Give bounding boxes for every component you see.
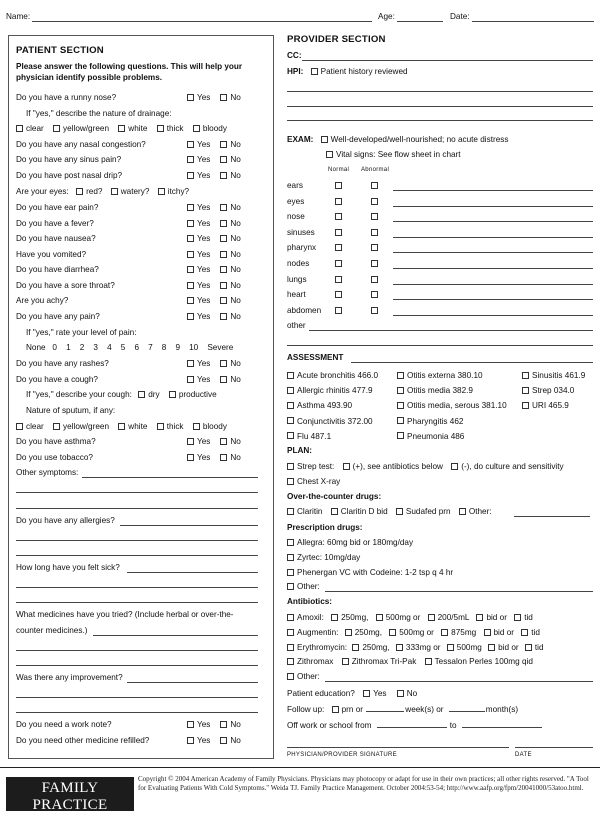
no-checkbox[interactable]	[220, 94, 227, 101]
q-improvement: Was there any improvement?	[16, 673, 123, 682]
assessment-title: ASSESSMENT	[287, 353, 344, 362]
exam-item-0-label: ears	[287, 181, 303, 190]
yes-no-achy: Yes No	[187, 296, 241, 305]
sputum-thick-checkbox[interactable]	[157, 423, 164, 430]
assessment-checkbox[interactable]	[397, 402, 404, 409]
assessment-checkbox[interactable]	[522, 372, 529, 379]
erythromycin-tid-checkbox[interactable]	[525, 644, 532, 651]
augmentin-tid-checkbox[interactable]	[521, 629, 528, 636]
drainage-white-checkbox[interactable]	[118, 125, 125, 132]
amoxil-tid-checkbox[interactable]	[514, 614, 521, 621]
date-label: Date:	[450, 12, 470, 21]
yes-no-rashes: Yes No	[187, 359, 241, 368]
assessment-option: Asthma 493.90	[287, 401, 352, 410]
antibiotics-title: Antibiotics:	[287, 597, 333, 606]
signature-date-line[interactable]	[515, 747, 593, 748]
yes-no-runny-nose: Yes No	[187, 93, 241, 102]
yes-checkbox[interactable]	[187, 266, 194, 273]
offwork-row: Off work or school from to	[287, 721, 542, 730]
exam-5-abnormal-checkbox[interactable]	[371, 260, 378, 267]
augmentin-875-checkbox[interactable]	[441, 629, 448, 636]
q-other-symptoms: Other symptoms:	[16, 468, 79, 477]
hpi-row: HPI: Patient history reviewed	[287, 67, 408, 76]
assessment-checkbox[interactable]	[287, 402, 294, 409]
assessment-option: Otitis externa 380.10	[397, 371, 483, 380]
exam-item-1-label: eyes	[287, 196, 305, 206]
yes-checkbox[interactable]	[187, 313, 194, 320]
assessment-option: Conjunctivitis 372.00	[287, 417, 373, 426]
q-medicines-line1: What medicines have you tried? (Include herbal or over-the-	[16, 610, 234, 619]
age-field[interactable]	[397, 21, 443, 22]
rx-other-checkbox[interactable]	[287, 583, 294, 590]
sputum-white-checkbox[interactable]	[118, 423, 125, 430]
no-checkbox[interactable]	[220, 438, 227, 445]
sputum-yellow-checkbox[interactable]	[53, 423, 60, 430]
exam-5-normal-checkbox[interactable]	[335, 260, 342, 267]
erythromycin-250-checkbox[interactable]	[352, 644, 359, 651]
exam-4-normal-checkbox[interactable]	[335, 244, 342, 251]
exam-3-notes-line[interactable]	[393, 237, 593, 238]
claritin-checkbox[interactable]	[287, 508, 294, 515]
answer-line[interactable]	[16, 697, 258, 698]
yes-checkbox[interactable]	[187, 376, 194, 383]
q-eyes: Are your eyes: red? watery? itchy?	[16, 187, 190, 196]
chest-xray-row: Chest X-ray	[287, 477, 340, 486]
assessment-option: Allergic rhinitis 477.9	[287, 386, 373, 395]
q-cough-desc: If "yes," describe your cough: dry productive	[26, 390, 217, 399]
assessment-option: Otitis media, serous 381.10	[397, 401, 507, 410]
assessment-checkbox[interactable]	[287, 387, 294, 394]
strep-test-row: Strep test: (+), see antibiotics below (-), do culture and sensitivity	[287, 462, 564, 471]
yes-no-refill: Yes No	[187, 736, 241, 745]
q-achy: Are you achy?	[16, 296, 69, 305]
exam-item-7-label: heart	[287, 290, 306, 300]
exam-2-abnormal-checkbox[interactable]	[371, 213, 378, 220]
assessment-checkbox[interactable]	[397, 372, 404, 379]
answer-line[interactable]	[82, 477, 258, 478]
erythromycin-bid-checkbox[interactable]	[488, 644, 495, 651]
no-checkbox[interactable]	[220, 297, 227, 304]
yes-checkbox[interactable]	[187, 282, 194, 289]
augmentin-500-checkbox[interactable]	[389, 629, 396, 636]
assessment-checkbox[interactable]	[522, 402, 529, 409]
yes-no-nausea: Yes No	[187, 234, 241, 243]
yes-no-postnasal: Yes No	[187, 171, 241, 180]
followup-row: Follow up: prn or week(s) or month(s)	[287, 705, 519, 714]
amoxil-250-checkbox[interactable]	[331, 614, 338, 621]
education-no-checkbox[interactable]	[397, 690, 404, 697]
hpi-line[interactable]	[287, 106, 593, 107]
exam-vitals-row: Vital signs: See flow sheet in chart	[326, 150, 461, 159]
yes-checkbox[interactable]	[187, 204, 194, 211]
eyes-itchy-checkbox[interactable]	[158, 188, 165, 195]
rx-zyrtec-row: Zyrtec: 10mg/day	[287, 553, 360, 562]
no-checkbox[interactable]	[220, 220, 227, 227]
exam-1-normal-checkbox[interactable]	[335, 198, 342, 205]
answer-line[interactable]	[16, 540, 258, 541]
no-checkbox[interactable]	[220, 360, 227, 367]
otc-title: Over-the-counter drugs:	[287, 492, 382, 501]
date-field[interactable]	[472, 21, 594, 22]
q-pain: Do you have any pain?	[16, 312, 100, 321]
q-ear: Do you have ear pain?	[16, 203, 99, 212]
yes-checkbox[interactable]	[187, 438, 194, 445]
drainage-clear-checkbox[interactable]	[16, 125, 23, 132]
exam-0-abnormal-checkbox[interactable]	[371, 182, 378, 189]
assessment-checkbox[interactable]	[522, 387, 529, 394]
yes-checkbox[interactable]	[187, 172, 194, 179]
yes-checkbox[interactable]	[187, 94, 194, 101]
eyes-watery-checkbox[interactable]	[111, 188, 118, 195]
exam-item-8-label: abdomen	[287, 305, 322, 315]
amoxil-bid-checkbox[interactable]	[476, 614, 483, 621]
exam-item-3-label: sinuses	[287, 227, 315, 237]
drainage-thick-checkbox[interactable]	[157, 125, 164, 132]
yes-no-ear: Yes No	[187, 203, 241, 212]
strep-test-checkbox[interactable]	[287, 463, 294, 470]
sputum-clear-checkbox[interactable]	[16, 423, 23, 430]
answer-line[interactable]	[16, 492, 258, 493]
yes-no-nasal: Yes No	[187, 140, 241, 149]
no-checkbox[interactable]	[220, 266, 227, 273]
augmentin-bid-checkbox[interactable]	[484, 629, 491, 636]
q-runny-nose: Do you have a runny nose?	[16, 93, 117, 102]
signature-line[interactable]	[287, 747, 509, 748]
assessment-checkbox[interactable]	[287, 432, 294, 439]
yes-checkbox[interactable]	[187, 297, 194, 304]
augmentin-checkbox[interactable]	[287, 629, 294, 636]
q-drainage: If "yes," describe the nature of drainage:	[26, 109, 172, 118]
exam-7-abnormal-checkbox[interactable]	[371, 291, 378, 298]
answer-line[interactable]	[16, 665, 258, 666]
q-medicines-line2: counter medicines.)	[16, 626, 88, 635]
cough-productive-checkbox[interactable]	[169, 391, 176, 398]
exam-5-notes-line[interactable]	[393, 268, 593, 269]
no-checkbox[interactable]	[220, 454, 227, 461]
exam-0-notes-line[interactable]	[393, 190, 593, 191]
exam-item-4-label: pharynx	[287, 243, 317, 253]
q-diarrhea: Do you have diarrhea?	[16, 265, 99, 274]
q-pain-rate: If "yes," rate your level of pain:	[26, 328, 137, 337]
education-row: Patient education? Yes No	[287, 689, 418, 698]
abx-other-checkbox[interactable]	[287, 673, 294, 680]
strep-negative-checkbox[interactable]	[451, 463, 458, 470]
q-vomited: Have you vomited?	[16, 250, 87, 259]
yes-checkbox[interactable]	[187, 360, 194, 367]
cc-label: CC:	[287, 51, 302, 60]
exam-item-2-label: nose	[287, 212, 305, 222]
no-checkbox[interactable]	[220, 721, 227, 728]
answer-line[interactable]	[16, 555, 258, 556]
zyrtec-checkbox[interactable]	[287, 554, 294, 561]
sputum-options: clear yellow/green white thick bloody	[16, 422, 227, 431]
q-throat: Do you have a sore throat?	[16, 281, 115, 290]
provider-section-title: PROVIDER SECTION	[287, 34, 386, 45]
answer-line[interactable]	[127, 682, 258, 683]
yes-no-fever: Yes No	[187, 219, 241, 228]
assessment-option: Acute bronchitis 466.0	[287, 371, 378, 380]
yes-no-sinus: Yes No	[187, 155, 241, 164]
abnormal-header: Abnormal	[361, 167, 390, 173]
yes-no-work-note: Yes No	[187, 720, 241, 729]
exam-vitals-checkbox[interactable]	[326, 151, 333, 158]
q-tobacco: Do you use tobacco?	[16, 453, 93, 462]
erythromycin-333-checkbox[interactable]	[396, 644, 403, 651]
q-asthma: Do you have asthma?	[16, 437, 96, 446]
augmentin-row: Augmentin: 250mg, 500mg or 875mg bid or tid	[287, 628, 540, 637]
assessment-option: Sinusitis 461.9	[522, 371, 585, 380]
assessment-checkbox[interactable]	[287, 372, 294, 379]
normal-header: Normal	[328, 167, 350, 173]
followup-weeks-field[interactable]	[366, 711, 404, 712]
erythromycin-500-checkbox[interactable]	[447, 644, 454, 651]
yes-no-cough: Yes No	[187, 375, 241, 384]
logo-title: FAMILY PRACTICE	[32, 780, 108, 814]
rx-title: Prescription drugs:	[287, 523, 363, 532]
exam-4-abnormal-checkbox[interactable]	[371, 244, 378, 251]
yes-checkbox[interactable]	[187, 721, 194, 728]
q-fever: Do you have a fever?	[16, 219, 94, 228]
otc-other-line[interactable]	[514, 516, 590, 517]
zithromax-checkbox[interactable]	[287, 658, 294, 665]
plan-title: PLAN:	[287, 446, 313, 455]
name-field[interactable]	[32, 21, 372, 22]
drainage-bloody-checkbox[interactable]	[193, 125, 200, 132]
no-checkbox[interactable]	[220, 376, 227, 383]
assessment-option: Pneumonia 486	[397, 432, 464, 441]
yes-no-throat: Yes No	[187, 281, 241, 290]
yes-no-diarrhea: Yes No	[187, 265, 241, 274]
no-checkbox[interactable]	[220, 737, 227, 744]
assessment-option: Flu 487.1	[287, 432, 331, 441]
exam-other-line[interactable]	[287, 345, 593, 346]
sudafed-checkbox[interactable]	[396, 508, 403, 515]
otc-other-checkbox[interactable]	[459, 508, 466, 515]
name-label: Name:	[6, 12, 31, 21]
q-sputum: Nature of sputum, if any:	[26, 406, 116, 415]
zithromax-tripak-checkbox[interactable]	[342, 658, 349, 665]
cough-dry-checkbox[interactable]	[138, 391, 145, 398]
yes-checkbox[interactable]	[187, 220, 194, 227]
assessment-checkbox[interactable]	[397, 432, 404, 439]
education-yes-checkbox[interactable]	[363, 690, 370, 697]
cc-field[interactable]	[302, 60, 593, 61]
yes-no-tobacco: Yes No	[187, 453, 241, 462]
answer-line[interactable]	[16, 602, 258, 603]
exam-item-5-label: nodes	[287, 259, 310, 268]
exam-4-notes-line[interactable]	[393, 252, 593, 253]
q-work-note: Do you need a work note?	[16, 720, 112, 729]
answer-line[interactable]	[127, 572, 258, 573]
followup-prn-checkbox[interactable]	[332, 706, 339, 713]
q-sinus: Do you have any sinus pain?	[16, 155, 122, 164]
exam-0-normal-checkbox[interactable]	[335, 182, 342, 189]
signature-date-label: DATE	[515, 752, 532, 758]
allegra-checkbox[interactable]	[287, 539, 294, 546]
fpm-logo	[6, 777, 134, 822]
yes-no-pain: Yes No	[187, 312, 241, 321]
exam-8-normal-checkbox[interactable]	[335, 307, 342, 314]
exam-wdwn-checkbox[interactable]	[321, 136, 328, 143]
exam-7-normal-checkbox[interactable]	[335, 291, 342, 298]
exam-3-normal-checkbox[interactable]	[335, 229, 342, 236]
no-checkbox[interactable]	[220, 251, 227, 258]
yes-checkbox[interactable]	[187, 251, 194, 258]
assessment-checkbox[interactable]	[397, 417, 404, 424]
rx-other-row: Other:	[287, 582, 320, 591]
amoxil-500-checkbox[interactable]	[376, 614, 383, 621]
signature-label: PHYSICIAN/PROVIDER SIGNATURE	[287, 752, 397, 758]
q-nasal: Do you have any nasal congestion?	[16, 140, 146, 149]
exam-other-label: other	[287, 321, 306, 330]
hpi-line[interactable]	[287, 91, 593, 92]
patient-intro: Please answer the following questions. This will help your physician identify possible problems.	[16, 62, 243, 83]
exam-2-normal-checkbox[interactable]	[335, 213, 342, 220]
exam-2-notes-line[interactable]	[393, 221, 593, 222]
amoxil-200-checkbox[interactable]	[428, 614, 435, 621]
followup-months-field[interactable]	[449, 711, 485, 712]
q-postnasal: Do you have post nasal drip?	[16, 171, 123, 180]
exam-7-notes-line[interactable]	[393, 299, 593, 300]
chest-xray-checkbox[interactable]	[287, 478, 294, 485]
age-label: Age:	[378, 12, 395, 21]
claritin-d-checkbox[interactable]	[331, 508, 338, 515]
logo-subtitle: MANAGEMENT®	[33, 814, 107, 822]
q-rashes: Do you have any rashes?	[16, 359, 109, 368]
pain-scale[interactable]: None 0 1 2 3 4 5 6 7 8 9 10 Severe	[26, 343, 234, 352]
assessment-checkbox[interactable]	[397, 387, 404, 394]
yes-no-vomited: Yes No	[187, 250, 241, 259]
exam-row: EXAM: Well-developed/well-nourished; no acute distress	[287, 135, 509, 144]
q-allergies: Do you have any allergies?	[16, 516, 115, 525]
yes-checkbox[interactable]	[187, 235, 194, 242]
yes-checkbox[interactable]	[187, 156, 194, 163]
exam-6-abnormal-checkbox[interactable]	[371, 276, 378, 283]
exam-3-abnormal-checkbox[interactable]	[371, 229, 378, 236]
zithromax-row: Zithromax Zithromax Tri-Pak Tessalon Perles 100mg qid	[287, 657, 533, 666]
exam-8-notes-line[interactable]	[393, 315, 593, 316]
otc-options: Claritin Claritin D bid Sudafed prn Other:	[287, 507, 492, 516]
exam-1-abnormal-checkbox[interactable]	[371, 198, 378, 205]
exam-item-6-label: lungs	[287, 274, 307, 284]
erythromycin-checkbox[interactable]	[287, 644, 294, 651]
no-checkbox[interactable]	[220, 156, 227, 163]
assessment-checkbox[interactable]	[287, 417, 294, 424]
assessment-option: Pharyngitis 462	[397, 417, 463, 426]
assessment-option: Otitis media 382.9	[397, 386, 473, 395]
tessalon-checkbox[interactable]	[425, 658, 432, 665]
patient-section-title: PATIENT SECTION	[16, 45, 104, 56]
answer-line[interactable]	[120, 525, 258, 526]
yes-checkbox[interactable]	[187, 737, 194, 744]
phenergan-checkbox[interactable]	[287, 569, 294, 576]
no-checkbox[interactable]	[220, 141, 227, 148]
rx-allegra-row: Allegra: 60mg bid or 180mg/day	[287, 538, 413, 547]
assessment-line[interactable]	[351, 362, 593, 363]
amoxil-checkbox[interactable]	[287, 614, 294, 621]
hpi-reviewed-checkbox[interactable]	[311, 68, 318, 75]
exam-6-normal-checkbox[interactable]	[335, 276, 342, 283]
rx-other-line[interactable]	[325, 591, 593, 592]
exam-other-line[interactable]	[309, 330, 593, 331]
answer-line[interactable]	[16, 508, 258, 509]
drainage-options: clear yellow/green white thick bloody	[16, 124, 227, 133]
q-cough: Do you have a cough?	[16, 375, 98, 384]
eyes-red-checkbox[interactable]	[76, 188, 83, 195]
copyright-text: Copyright © 2004 American Academy of Family Physicians. Physicians may photocopy or adapt for use in their own practices; all other rights reserved. "A Tool for Evaluating Patients With Cold Symptoms." Weida TJ. Family Practice Management. October 2004:53-54; http://www.aafp.org/fpm/20041000/53atoo.html.	[138, 775, 589, 793]
hpi-line[interactable]	[287, 120, 593, 121]
no-checkbox[interactable]	[220, 313, 227, 320]
no-checkbox[interactable]	[220, 282, 227, 289]
offwork-from-field[interactable]	[377, 727, 447, 728]
exam-8-abnormal-checkbox[interactable]	[371, 307, 378, 314]
abx-other-line[interactable]	[325, 681, 593, 682]
no-checkbox[interactable]	[220, 172, 227, 179]
erythromycin-row: Erythromycin: 250mg, 333mg or 500mg bid or tid	[287, 643, 544, 652]
abx-other-row: Other:	[287, 672, 320, 681]
rx-phenergan-row: Phenergan VC with Codeine: 1-2 tsp q 4 hr	[287, 568, 453, 577]
sputum-bloody-checkbox[interactable]	[193, 423, 200, 430]
q-refill: Do you need other medicine refilled?	[16, 736, 150, 745]
assessment-option: Strep 034.0	[522, 386, 574, 395]
drainage-yellow-checkbox[interactable]	[53, 125, 60, 132]
yes-checkbox[interactable]	[187, 141, 194, 148]
offwork-to-field[interactable]	[462, 727, 542, 728]
answer-line[interactable]	[16, 587, 258, 588]
yes-checkbox[interactable]	[187, 454, 194, 461]
no-checkbox[interactable]	[220, 204, 227, 211]
exam-6-notes-line[interactable]	[393, 284, 593, 285]
no-checkbox[interactable]	[220, 235, 227, 242]
footer	[0, 767, 600, 822]
assessment-option: URI 465.9	[522, 401, 569, 410]
amoxil-row: Amoxil: 250mg, 500mg or 200/5mL bid or tid	[287, 613, 533, 622]
augmentin-250-checkbox[interactable]	[345, 629, 352, 636]
strep-positive-checkbox[interactable]	[343, 463, 350, 470]
exam-1-notes-line[interactable]	[393, 206, 593, 207]
q-nausea: Do you have nausea?	[16, 234, 96, 243]
answer-line[interactable]	[93, 635, 258, 636]
yes-no-asthma: Yes No	[187, 437, 241, 446]
q-how-long: How long have you felt sick?	[16, 563, 120, 572]
answer-line[interactable]	[16, 650, 258, 651]
answer-line[interactable]	[16, 712, 258, 713]
